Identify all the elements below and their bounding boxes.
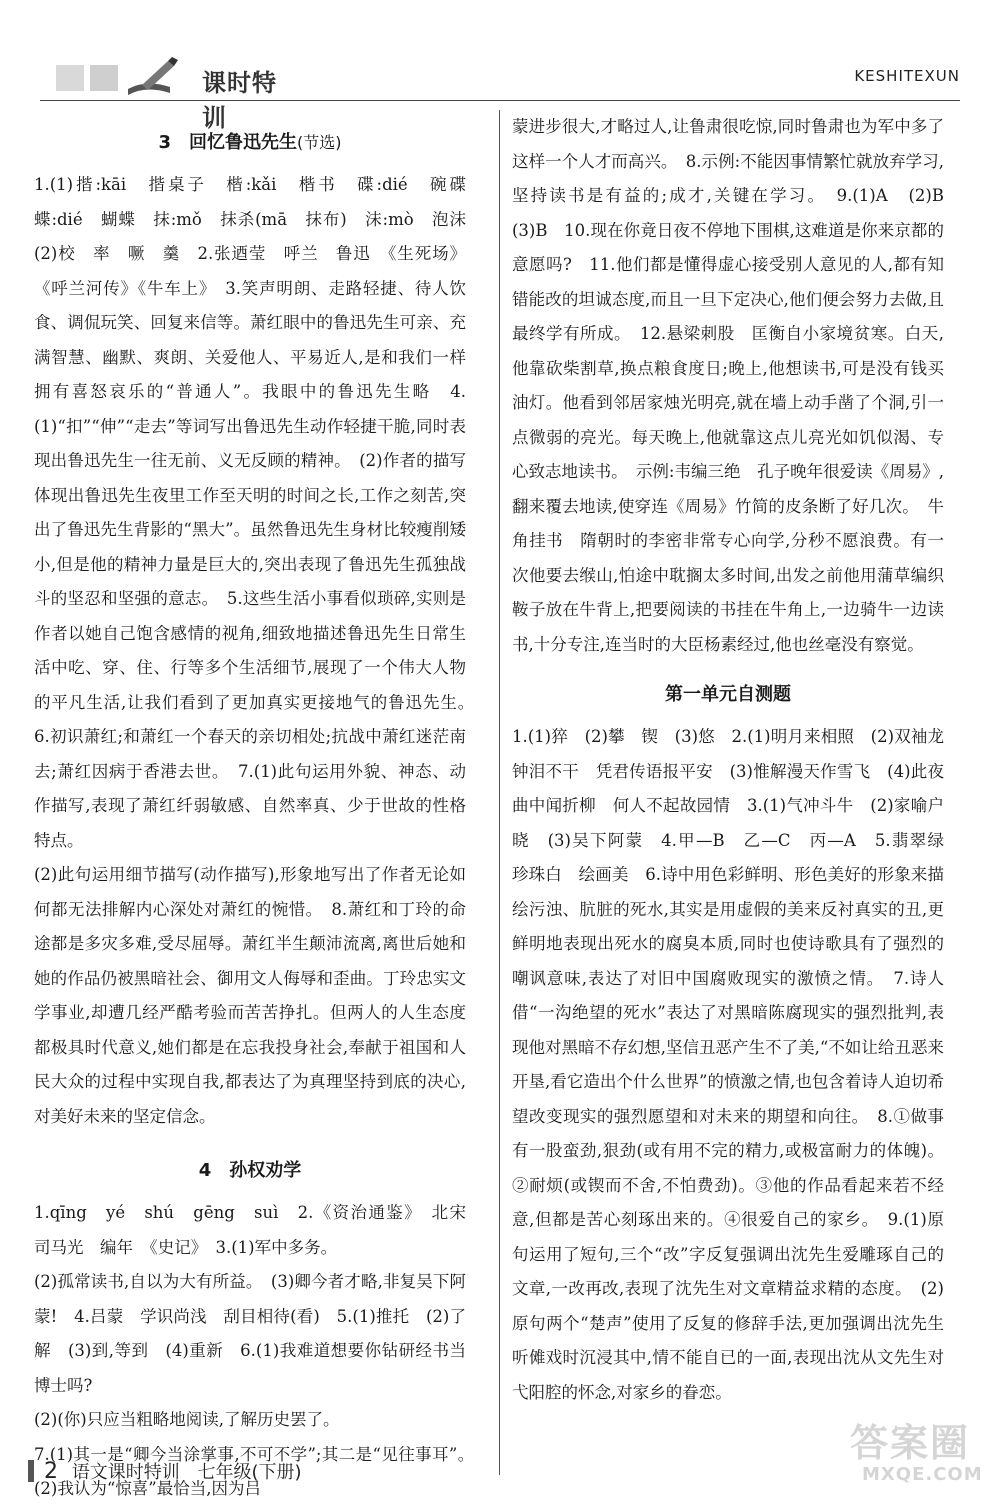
page-header xyxy=(40,55,960,132)
answer-paragraph: (2)(你)只应当粗略地阅读,了解历史罢了。 xyxy=(34,1410,340,1429)
answer-paragraph: 1.(1)揩:kāi 揩桌子 楷:kǎi 楷书 碟:dié 碗碟 蝶:dié 蝴蝶 抹:mǒ 抹杀(mā 抹布) 沫:mò 泡沫 (2)校 率 噘 羹 2.张迺莹 呼兰 鲁迅 《生死场》《呼兰河传》《牛车上》 3.笑声明朗、走路轻捷、待人饮食、调侃玩笑、回复来信等。萧红眼中的鲁迅先生可亲、充满智慧、幽默、爽朗、关爱他人、平易近人,是和我们一样拥有喜怒哀乐的“普通人”。我眼中的鲁迅先生略 4.(1)“扣”“伸”“走去”等词写出鲁迅先生动作轻捷干脆,同时表现出鲁迅先生一往无前、义无反顾的精神。 (2)作者的描写体现出鲁迅先生夜里工作至天明的时间之长,工作之刻苦,突出了鲁迅先生背影的“黑大”。虽然鲁迅先生身材比较瘦削矮小,但是他的精神力量是巨大的,突出表现了鲁迅先生孤独战斗的坚忍和坚强的意志。 5.这些生活小事看似琐碎,实则是作者以她自己饱含感情的视角,细致地描述鲁迅先生日常生活中吃、穿、住、行等多个生活细节,展现了一个伟大人物的平凡生活,让我们看到了更加真实更接地气的鲁迅先生。 6.初识萧红;和萧红一个春天的亲切相处;抗战中萧红迷茫南去;萧红因病于香港去世。 7.(1)此句运用外貌、神态、动作描写,表现了萧红纤弱敏感、自然率真、少于世故的性格特点。 xyxy=(34,175,483,850)
grade-label: 七年级(下册) xyxy=(197,1462,302,1483)
logo-text: 课时特训 xyxy=(202,69,277,132)
page-footer xyxy=(28,1458,302,1484)
section-title xyxy=(512,680,944,706)
section-3-title: 3 回忆鲁迅先生 xyxy=(158,132,298,153)
section-3-subtitle: (节选) xyxy=(297,133,342,152)
watermark xyxy=(842,1412,982,1492)
pen-book-icon xyxy=(50,57,200,99)
header-divider xyxy=(40,100,960,101)
book-title: 语文课时特训 xyxy=(71,1462,180,1483)
right-column xyxy=(512,110,961,1410)
footer-bar xyxy=(28,1460,34,1482)
logo xyxy=(50,57,300,132)
answer-paragraph: 1.qīng yé shú gēng suì 2.《资治通鉴》 北宋 司马光 编年 《史记》 3.(1)军中多务。 xyxy=(34,1203,483,1257)
answer-paragraph: 1.(1)猝 (2)攀 锲 (3)悠 2.(1)明月来相照 (2)双袖龙钟泪不干 凭君传语报平安 (3)惟解漫天作雪飞 (4)此夜曲中闻折柳 何人不起故园情 3.(1)气冲斗牛 (2)家喻户晓 (3)吴下阿蒙 4.甲—B 乙—C 丙—A 5.翡翠绿 珍珠白 绘画美 6.诗中用色彩鲜明、形色美好的形象来描绘污浊、肮脏的死水,其实是用虚假的美来反衬真实的丑,更鲜明地表现出死水的腐臭本质,同时也使诗歌具有了强烈的嘲讽意味,表达了对旧中国腐败现实的激愤之情。 7.诗人借“一沟绝望的死水”表达了对黑暗陈腐现实的强烈批判,表现他对黑暗不存幻想,坚信丑恶产生不了美,“不如让给丑恶来开垦,看它造出个什么世界”的愤激之情,也包含着诗人迫切希望改变现实的强烈愿望和对未来的期望和向往。 8.①做事有一股蛮劲,狠劲(或有用不完的精力,或极富耐力的体魄)。②耐烦(或锲而不舍,不怕费劲)。③他的作品看起来若不经意,但都是苦心刻琢出来的。④很爱自己的家乡。 9.(1)原句运用了短句,三个“改”字反复强调出沈先生爱雕琢自己的文章,一改再改,表现了沈先生对文章精益求精的态度。 (2)原句两个“楚声”使用了反复的修辞手法,更加强调出沈先生听傩戏时沉浸其中,情不能自已的一面,表现出沈从文先生对弋阳腔的怀念,对家乡的眷恋。 xyxy=(512,727,961,1402)
page-number: 2 xyxy=(44,1459,58,1484)
answer-paragraph: (2)孤常读书,自以为大有所益。 (3)卿今者才略,非复吴下阿蒙! 4.吕蒙 学识尚浅 刮目相待(看) 5.(1)推托 (2)了解 (3)到,等到 (4)重新 6.(1)我难道想要你钻研经书当博士吗? xyxy=(34,1272,466,1395)
column-divider xyxy=(499,110,500,1475)
watermark-bottom: MXQE.COM xyxy=(862,1464,983,1485)
section-title xyxy=(34,1156,466,1182)
section-4-title: 4 孙权劝学 xyxy=(198,1160,302,1181)
answer-paragraph: 蒙进步很大,才略过人,让鲁肃很吃惊,同时鲁肃也为军中多了这样一个人才而高兴。 8.示例:不能因事情繁忙就放弃学习,坚持读书是有益的;成才,关键在学习。 9.(1)A (2)B (3)B 10.现在你竟日夜不停地下围棋,这难道是你来京都的意愿吗? 11.他们都是懂得虚心接受别人意见的人,都有知错能改的坦诚态度,而且一旦下定决心,他们便会努力去做,且最终学有所成。 12.悬梁刺股 匡衡自小家境贫寒。白天,他靠砍柴割草,换点粮食度日;晚上,他想读书,可是没有钱买油灯。他看到邻居家烛光明亮,就在墙上动手凿了个洞,引一点微弱的亮光。每天晚上,他就靠这点儿亮光如饥似渴、专心致志地读书。 示例:韦编三绝 孔子晚年很爱读《周易》,翻来覆去地读,使穿连《周易》竹简的皮条断了好几次。 牛角挂书 隋朝时的李密非常专心向学,分秒不愿浪费。有一次他要去缑山,怕途中耽搁太多时间,出发之前他用蒲草编织鞍子放在牛背上,把要阅读的书挂在牛角上,一边骑牛一边读书,十分专注,连当时的大臣杨素经过,他也丝毫没有察觉。 xyxy=(512,117,961,654)
unit-test-title: 第一单元自测题 xyxy=(665,684,791,705)
answer-paragraph: 7.(1)其一是“卿今当涂掌事,不可不学”;其二是“见往事耳”。 (2)我认为“惊喜”最恰当,因为吕 xyxy=(34,1444,483,1498)
brand-label: KESHITEXUN xyxy=(854,67,960,85)
answer-paragraph: (2)此句运用细节描写(动作描写),形象地写出了作者无论如何都无法排解内心深处对萧红的惋惜。 8.萧红和丁玲的命途都是多灾多难,受尽屈辱。萧红半生颠沛流离,离世后她和她的作品仍被黑暗社会、御用文人侮辱和歪曲。丁玲忠实文学事业,却遭几经严酷考验而苦苦挣扎。但两人的人生态度都极具时代意义,她们都是在忘我投身社会,奉献于祖国和人民大众的过程中实现自我,都表达了为真理坚持到底的决心,对美好未来的坚定信念。 xyxy=(34,865,466,1126)
section-title xyxy=(34,128,466,154)
left-column xyxy=(34,118,483,1507)
watermark-top: 答案圈 xyxy=(850,1421,971,1465)
